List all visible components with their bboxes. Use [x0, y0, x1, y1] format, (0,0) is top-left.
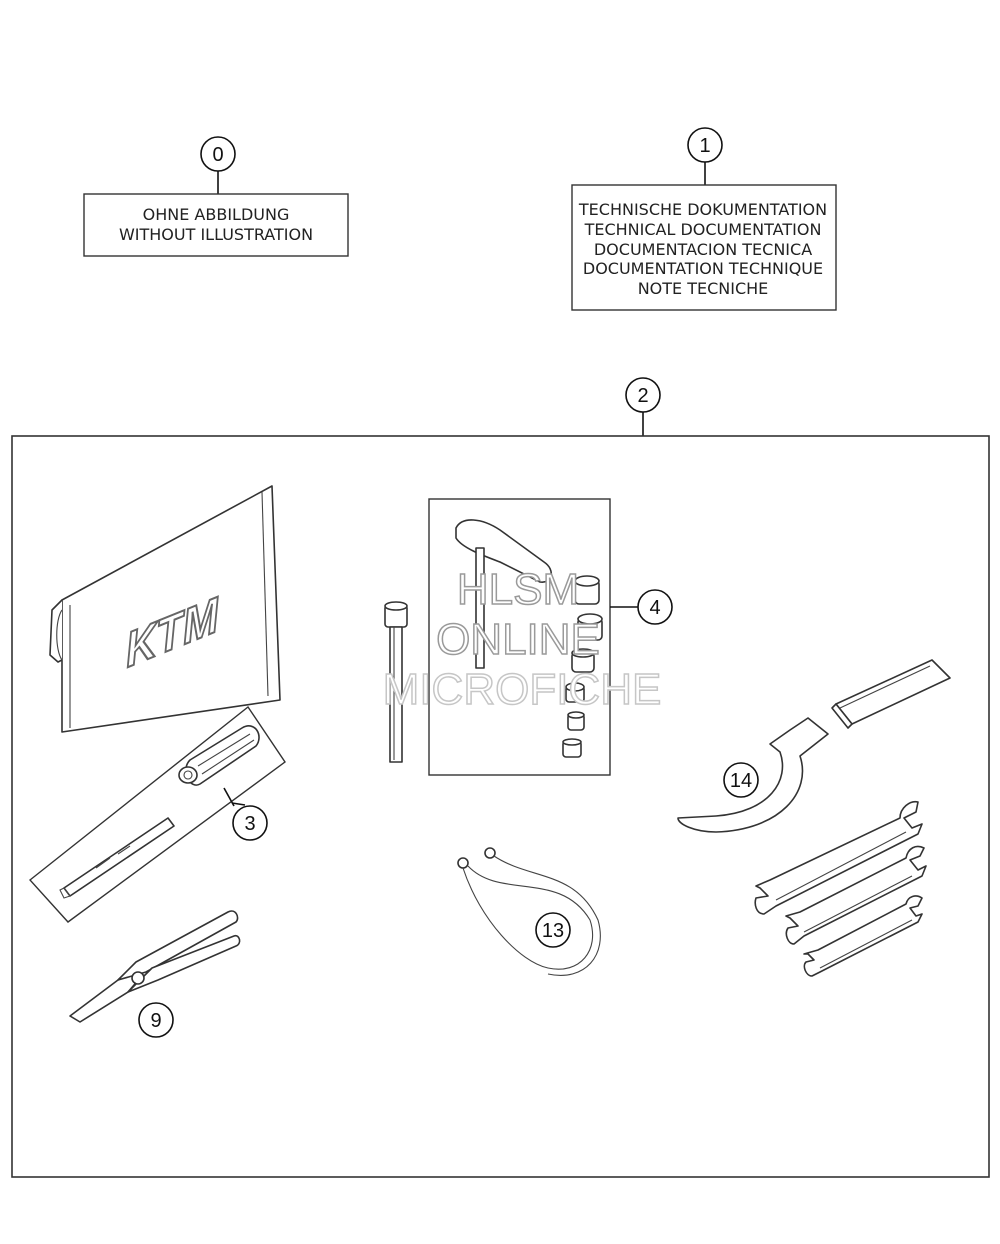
callout-13-number: 13 [541, 920, 565, 942]
tool-bag-illustration[interactable] [50, 486, 280, 732]
callout-0-number: 0 [212, 144, 224, 166]
item-0-group [84, 137, 348, 256]
callout-3-number: 3 [244, 813, 256, 835]
item-1-label-line2: TECHNICAL DOCUMENTATION [584, 220, 822, 239]
item-1-group [572, 128, 836, 310]
tube-extension-illustration[interactable] [832, 660, 950, 728]
watermark [383, 565, 662, 714]
item-1-label-line1: TECHNISCHE DOKUMENTATION [578, 200, 828, 219]
item-9-group [70, 911, 240, 1037]
watermark-line2: ONLINE [436, 615, 600, 664]
item-13-group [458, 848, 600, 975]
callout-9-number: 9 [150, 1010, 162, 1032]
item-0-label-line2: WITHOUT ILLUSTRATION [118, 225, 314, 244]
cable-illustration[interactable] [458, 848, 600, 975]
watermark-line1: HLSM [456, 565, 580, 614]
callout-4-number: 4 [649, 597, 661, 619]
screwdriver-handle-illustration[interactable] [179, 726, 259, 785]
callout-2-number: 2 [637, 385, 649, 407]
item-0-label-line1: OHNE ABBILDUNG [142, 205, 290, 224]
wrenches-illustration[interactable] [755, 802, 926, 976]
callout-14-number: 14 [729, 770, 753, 792]
ktm-logo-text: KTM [123, 587, 221, 679]
callout-1-number: 1 [699, 135, 711, 157]
item-3-group [30, 707, 285, 922]
watermark-line3: MICROFICHE [382, 665, 662, 714]
item-1-label-line3: DOCUMENTACION TECNICA [593, 240, 813, 259]
item-1-label-line5: NOTE TECNICHE [637, 279, 769, 298]
item-1-label-line4: DOCUMENTATION TECHNIQUE [582, 259, 824, 278]
